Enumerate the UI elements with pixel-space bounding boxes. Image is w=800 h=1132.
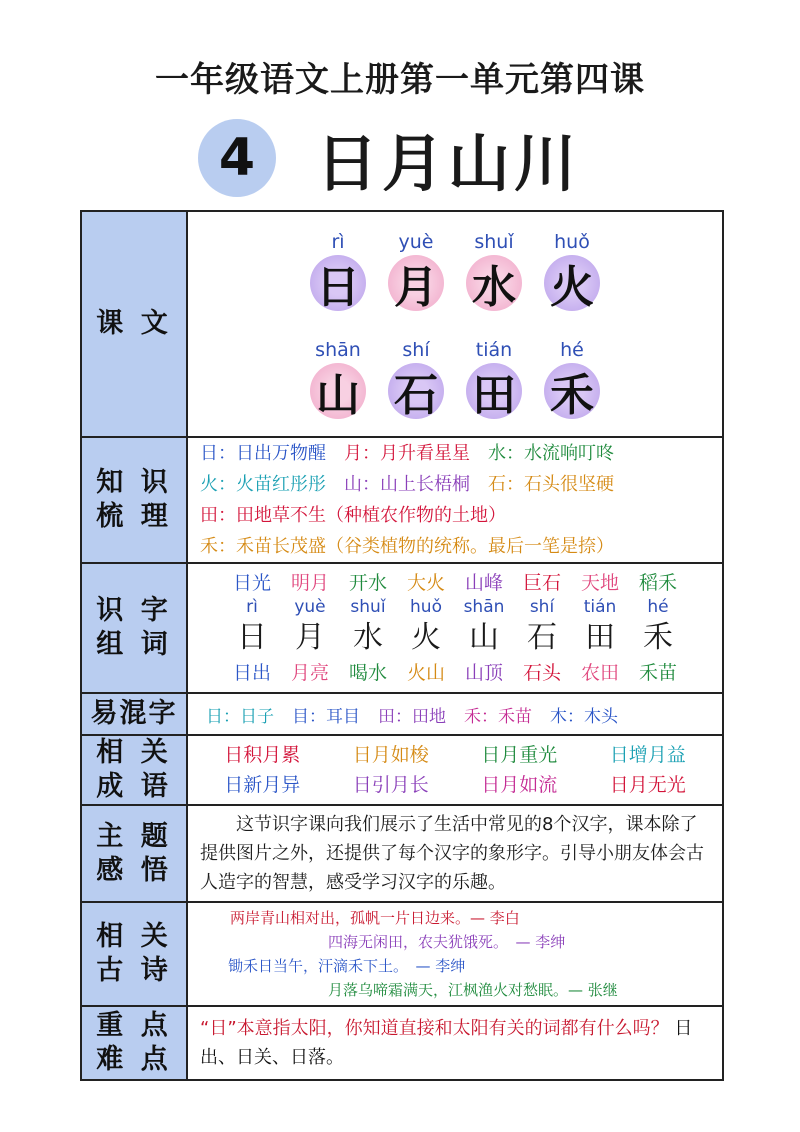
- knowledge-line-1: [188, 438, 722, 469]
- word-char: 石: [527, 620, 557, 655]
- character-glyph: 水: [466, 255, 522, 311]
- idiom-item: 日积月累: [224, 744, 301, 766]
- label-words: [81, 563, 187, 693]
- word-bottom: 山顶: [464, 662, 503, 684]
- knowledge-item: 水：水流响叮咚: [488, 443, 614, 464]
- theme-text: 这节识字课向我们展示了生活中常见的8个汉字，课本除了提供图片之外，还提供了每个汉字的象形字。引导小朋友体会古人造字的智慧，感受学习汉字的乐趣。: [200, 814, 704, 893]
- label-poems: [81, 902, 187, 1006]
- knowledge-item: 月：月升看星星: [344, 443, 470, 464]
- word-pinyin: shān: [463, 597, 505, 617]
- character-card: [535, 337, 609, 419]
- words-cell: [187, 563, 723, 693]
- row-words: [81, 563, 723, 693]
- row-confusable: [81, 693, 723, 735]
- idiom-item: 日月重光: [481, 744, 558, 766]
- word-top: 日光: [232, 572, 271, 594]
- word-bottom: 日出: [232, 662, 271, 684]
- label-key: [81, 1006, 187, 1080]
- label-confusable: [81, 693, 187, 735]
- words-bottom-row: [188, 659, 722, 687]
- knowledge-item: 日：日出万物醒: [200, 443, 326, 464]
- character-card: [535, 229, 609, 311]
- idiom-item: 日引月长: [352, 774, 429, 796]
- key-point: [188, 1008, 722, 1078]
- character-grid: [188, 229, 722, 419]
- poem-line-2: 四海无闲田，农夫犹饿死。 — 李绅: [328, 933, 566, 951]
- idiom-item: 日新月异: [224, 774, 301, 796]
- character-card: [457, 337, 531, 419]
- label-poems-line1: 相 关: [96, 921, 172, 952]
- word-char: 山: [469, 620, 499, 655]
- label-theme-line1: 主 题: [96, 820, 172, 852]
- idiom-item: 日月无光: [609, 774, 686, 796]
- word-pinyin: rì: [246, 597, 258, 617]
- confusable-item: 目：耳目: [292, 706, 360, 727]
- row-text: [81, 211, 723, 437]
- character-glyph: 火: [544, 255, 600, 311]
- idiom-item: 日月如梭: [352, 744, 429, 766]
- word-char: 火: [411, 620, 441, 655]
- lesson-table: [80, 210, 724, 1081]
- key-cell: [187, 1006, 723, 1080]
- key-answer: 日出、日关、日落。: [200, 1018, 693, 1068]
- word-top: 山峰: [464, 572, 503, 594]
- character-glyph: 禾: [544, 363, 600, 419]
- confusable-list: [188, 702, 722, 727]
- lesson-heading: [198, 118, 580, 198]
- row-knowledge: [81, 437, 723, 563]
- label-words-line2: 组 词: [96, 629, 172, 660]
- word-char: 田: [585, 620, 615, 655]
- poems-cell: [187, 902, 723, 1006]
- word-pinyin: shí: [529, 597, 555, 617]
- label-words-line1: 识 字: [96, 595, 172, 626]
- label-idioms-line1: 相 关: [96, 737, 172, 768]
- label-confusable-span: 易混字: [90, 698, 178, 729]
- character-pinyin: shān: [315, 339, 361, 361]
- word-char: 禾: [643, 620, 673, 655]
- words-char-row: [188, 617, 722, 659]
- word-bottom: 石头: [522, 662, 561, 684]
- word-top: 稻禾: [638, 572, 677, 594]
- word-bottom: 禾苗: [638, 662, 677, 684]
- character-glyph: 山: [310, 363, 366, 419]
- label-key-line1: 重 点: [96, 1010, 172, 1041]
- word-pinyin: yuè: [294, 597, 326, 617]
- word-top: 明月: [290, 572, 329, 594]
- character-card: [379, 337, 453, 419]
- knowledge-item: 火：火苗红彤彤: [200, 474, 326, 495]
- character-card: [301, 229, 375, 311]
- character-row-1: [299, 229, 611, 311]
- character-pinyin: hé: [560, 339, 584, 361]
- theme-cell: [187, 805, 723, 902]
- knowledge-line-4: 禾：禾苗长茂盛（谷类植物的统称。最后一笔是捺）: [200, 536, 614, 557]
- idioms-cell: [187, 735, 723, 805]
- label-poems-line2: 古 诗: [96, 955, 172, 986]
- character-pinyin: shí: [402, 339, 430, 361]
- confusable-cell: [187, 693, 723, 735]
- poem-line-3: 锄禾日当午，汗滴禾下土。 — 李绅: [228, 957, 466, 975]
- word-bottom: 月亮: [290, 662, 329, 684]
- label-key-line2: 难 点: [96, 1044, 172, 1075]
- label-text: [81, 211, 187, 437]
- character-row-2: [299, 337, 611, 419]
- word-top: 天地: [580, 572, 619, 594]
- knowledge-item: 石：石头很坚硬: [488, 474, 614, 495]
- word-top: 大火: [406, 572, 445, 594]
- lesson-number-badge: 4: [198, 119, 276, 197]
- confusable-item: 日：日子: [206, 706, 274, 727]
- word-pinyin: hé: [647, 597, 669, 617]
- label-knowledge-line1: 知 识: [96, 467, 172, 498]
- row-key: [81, 1006, 723, 1080]
- character-glyph: 石: [388, 363, 444, 419]
- row-poems: [81, 902, 723, 1006]
- words-top-row: [188, 569, 722, 597]
- knowledge-line-2: [188, 469, 722, 500]
- label-text-span: 课 文: [96, 308, 172, 339]
- word-pinyin: tián: [583, 597, 617, 617]
- knowledge-item: 山：山上长梧桐: [344, 474, 470, 495]
- label-knowledge-line2: 梳 理: [96, 501, 172, 532]
- character-pinyin: yuè: [398, 231, 434, 253]
- character-pinyin: shuǐ: [474, 231, 514, 253]
- word-pinyin: shuǐ: [350, 597, 386, 617]
- word-bottom: 喝水: [348, 662, 387, 684]
- character-pinyin: tián: [475, 339, 513, 361]
- word-bottom: 农田: [580, 662, 619, 684]
- poem-list: [188, 906, 722, 1002]
- confusable-item: 木：木头: [550, 706, 618, 727]
- key-question: “日”本意指太阳，你知道直接和太阳有关的词都有什么吗？: [200, 1018, 669, 1039]
- poem-line-1: 两岸青山相对出，孤帆一片日边来。— 李白: [230, 909, 520, 927]
- character-glyph: 月: [388, 255, 444, 311]
- character-pinyin: huǒ: [554, 231, 590, 253]
- character-card: [457, 229, 531, 311]
- character-pinyin: rì: [331, 231, 345, 253]
- character-glyph: 日: [310, 255, 366, 311]
- confusable-item: 禾：禾苗: [464, 706, 532, 727]
- character-card: [379, 229, 453, 311]
- label-theme: [81, 805, 187, 902]
- character-glyph: 田: [466, 363, 522, 419]
- row-idioms: [81, 735, 723, 805]
- idiom-item: 日增月益: [609, 744, 686, 766]
- label-idioms: [81, 735, 187, 805]
- words-pinyin-row: [188, 597, 722, 617]
- text-cell: [187, 211, 723, 437]
- label-idioms-line2: 成 语: [96, 771, 172, 802]
- knowledge-line-3: 田：田地草不生（种植农作物的土地）: [200, 505, 506, 526]
- idiom-grid: [188, 736, 722, 804]
- row-theme: [81, 805, 723, 902]
- word-char: 日: [237, 620, 267, 655]
- knowledge-cell: [187, 437, 723, 563]
- lesson-title: 日月山川: [316, 126, 581, 200]
- poem-line-4: 月落乌啼霜满天，江枫渔火对愁眠。— 张继: [328, 981, 618, 999]
- page-title: 一年级语文上册第一单元第四课: [155, 60, 645, 100]
- character-card: [301, 337, 375, 419]
- word-char: 月: [295, 620, 325, 655]
- label-theme-line2: 感 悟: [96, 854, 172, 886]
- word-char: 水: [353, 620, 383, 655]
- word-pinyin: huǒ: [410, 597, 442, 617]
- word-top: 巨石: [522, 572, 561, 594]
- idiom-item: 日月如流: [481, 774, 558, 796]
- confusable-item: 田：田地: [378, 706, 446, 727]
- label-knowledge: [81, 437, 187, 563]
- word-top: 开水: [348, 572, 387, 594]
- word-bottom: 火山: [406, 662, 445, 684]
